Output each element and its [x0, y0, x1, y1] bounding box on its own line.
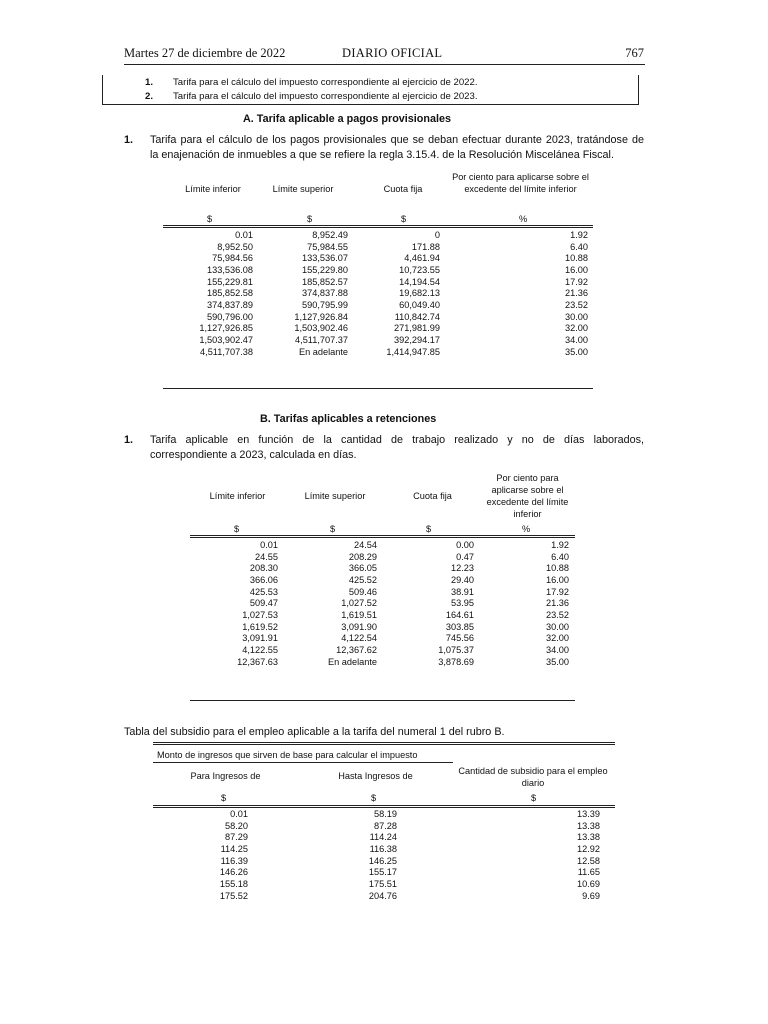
table-cell: 8,952.50: [217, 241, 253, 252]
table-cell: 425.53: [249, 586, 278, 597]
table-cell: 146.25: [368, 855, 397, 866]
column-header: Hasta Ingresos de: [338, 771, 413, 781]
table-cell: 3,091.90: [341, 621, 377, 632]
unit-symbol: $: [307, 214, 313, 224]
table-cell: 34.00: [565, 334, 588, 345]
table-cell: 204.76: [368, 890, 397, 901]
table-cell: 12,367.62: [336, 644, 377, 655]
column-header: Cantidad de subsidio para el empleo diario: [458, 766, 608, 788]
list-item-number: 2.: [145, 91, 154, 102]
table-cell: 1,503,902.47: [199, 334, 253, 345]
table-cell: 1.92: [551, 540, 569, 550]
table-cell: 185,852.57: [302, 276, 348, 287]
table-cell: 30.00: [565, 311, 588, 322]
unit-symbol: $: [426, 524, 432, 534]
table-rule: [163, 388, 593, 389]
table-cell: 509.46: [348, 586, 377, 597]
unit-symbol: $: [234, 524, 240, 534]
table-cell: 116.39: [220, 855, 248, 866]
table-cell: 366.05: [348, 563, 377, 574]
table-cell: 16.00: [546, 574, 569, 585]
table-cell: 38.91: [451, 586, 474, 597]
table-pagos-provisionales: [163, 170, 593, 392]
table-cell: 0.00: [456, 540, 474, 550]
table-cell: 133,536.08: [207, 264, 253, 275]
table-cell: 146.26: [219, 867, 248, 878]
table-cell: 4,122.55: [242, 644, 278, 655]
unit-symbol: $: [531, 793, 537, 803]
table-cell: 185,852.58: [207, 288, 253, 299]
table-cell: 114.25: [220, 843, 248, 854]
list-item-text: Tarifa para el cálculo del impuesto correspondiente al ejercicio de 2023.: [173, 91, 478, 102]
unit-symbol: $: [371, 793, 377, 803]
table-cell: 11.65: [577, 867, 600, 878]
table-cell: 34.00: [546, 644, 569, 655]
section-a-paragraph: [150, 133, 644, 163]
table-cell: 10,723.55: [399, 264, 440, 275]
table-cell: 175.52: [219, 890, 248, 901]
table-cell: 155.17: [368, 867, 397, 878]
table-cell: 208.29: [348, 551, 377, 562]
tariff-list-box: [102, 75, 639, 105]
table-cell: 24.54: [354, 540, 377, 550]
column-header: Límite inferior: [185, 184, 241, 194]
header-date: Martes 27 de diciembre de 2022: [124, 46, 286, 60]
table-cell: 32.00: [546, 633, 569, 644]
table-cell: 12,367.63: [237, 656, 278, 667]
table-cell: 75,984.56: [212, 253, 253, 264]
paragraph-line: la enajenación de inmuebles a que se refiere la regla 3.15.4. de la Resolución Miscelánea Fiscal.: [150, 149, 614, 161]
column-header: Límite inferior: [209, 491, 266, 501]
table-cell: 17.92: [565, 276, 588, 287]
table-cell: 114.24: [369, 832, 397, 843]
list-item-text: Tarifa para el cálculo del impuesto correspondiente al ejercicio de 2022.: [173, 77, 478, 88]
table-cell: 75,984.55: [307, 241, 348, 252]
table-cell: 155.18: [219, 878, 248, 889]
table-cell: 0: [434, 230, 440, 240]
table-cell: 745.56: [445, 633, 474, 644]
table-cell: 30.00: [546, 621, 569, 632]
header-rule: [124, 64, 645, 65]
section-b-paragraph: [150, 433, 644, 463]
table-cell: 9.69: [582, 890, 600, 901]
table-cell: 4,122.54: [341, 633, 377, 644]
table-cell: 23.52: [565, 299, 588, 310]
table-cell: 155,229.80: [302, 264, 348, 275]
list-item-number: 1.: [145, 77, 154, 88]
table-cell: 1.92: [570, 230, 588, 240]
table-cell: En adelante: [298, 346, 348, 357]
table-cell: 208.30: [249, 563, 278, 574]
table-cell: 10.69: [577, 878, 600, 889]
table-cell: 1,027.53: [242, 609, 278, 620]
table-cell: 4,461.94: [404, 253, 440, 264]
table-cell: 13.38: [577, 820, 600, 831]
unit-symbol: %: [519, 214, 528, 224]
group-header: Monto de ingresos que sirven de base para calcular el impuesto: [157, 750, 418, 760]
table-cell: 58.19: [374, 809, 397, 819]
table-cell: 1,127,926.85: [199, 323, 253, 334]
table-cell: 4,511,707.38: [200, 346, 253, 357]
table-cell: 271,981.99: [394, 323, 440, 334]
header-page-number: 767: [625, 46, 644, 60]
table-cell: 24.55: [255, 551, 278, 562]
column-header: Por ciento para aplicarse sobre el excedente del límite inferior: [452, 172, 589, 194]
table-cell: 87.28: [374, 820, 397, 831]
table-cell: 16.00: [565, 264, 588, 275]
table-cell: 21.36: [546, 598, 569, 609]
table-cell: 3,878.69: [438, 656, 474, 667]
table-cell: 366.06: [249, 574, 278, 585]
unit-symbol: $: [330, 524, 336, 534]
table-cell: 6.40: [551, 551, 569, 562]
table-cell: 374,837.89: [207, 299, 253, 310]
column-header: Por ciento para aplicarse sobre el excedente del límite inferior: [486, 473, 569, 519]
table-cell: 6.40: [570, 241, 588, 252]
table-cell: 14,194.54: [399, 276, 440, 287]
table-retenciones: [190, 470, 575, 704]
table-cell: 12.23: [451, 563, 474, 574]
table-cell: 1,414,947.85: [386, 346, 440, 357]
table-rule: [153, 742, 615, 745]
table-cell: 1,127,926.84: [294, 311, 348, 322]
paragraph-line: Tarifa aplicable en función de la cantidad de trabajo realizado y no de días laborados,: [150, 434, 644, 446]
header-publication: DIARIO OFICIAL: [342, 46, 443, 60]
table-cell: 425.52: [348, 574, 377, 585]
column-header: Cuota fija: [383, 184, 423, 194]
table-cell: 133,536.07: [302, 253, 348, 264]
column-header: Para Ingresos de: [190, 771, 261, 781]
table-cell: 32.00: [565, 323, 588, 334]
table-cell: 12.58: [577, 855, 600, 866]
table-cell: 1,027.52: [341, 598, 377, 609]
table-cell: 164.61: [445, 609, 474, 620]
table-cell: 155,229.81: [207, 276, 253, 287]
paragraph-line: Tarifa para el cálculo de los pagos provisionales que se deban efectuar durante 2023, tratándose de: [150, 134, 644, 146]
table-cell: 590,796.00: [207, 311, 253, 322]
table-cell: 58.20: [225, 820, 248, 831]
table-cell: 392,294.17: [394, 334, 440, 345]
table-cell: 21.36: [565, 288, 588, 299]
table-subsidio: [153, 742, 615, 932]
table-cell: 17.92: [546, 586, 569, 597]
table-cell: En adelante: [327, 656, 377, 667]
table-rule: [190, 535, 575, 538]
table-cell: 0.47: [456, 551, 474, 562]
table-rule: [153, 762, 453, 763]
subsidy-caption: Tabla del subsidio para el empleo aplicable a la tarifa del numeral 1 del rubro B.: [124, 726, 505, 738]
page-header: [124, 46, 644, 62]
table-cell: 116.38: [369, 843, 397, 854]
table-cell: 1,503,902.46: [294, 323, 348, 334]
table-cell: 60,049.40: [399, 299, 440, 310]
table-cell: 35.00: [546, 656, 569, 667]
paragraph-line: correspondiente a 2023, calculada en días.: [150, 449, 357, 461]
table-cell: 13.38: [577, 832, 600, 843]
table-cell: 303.85: [445, 621, 474, 632]
table-cell: 3,091.91: [242, 633, 278, 644]
table-cell: 35.00: [565, 346, 588, 357]
section-b-title: B. Tarifas aplicables a retenciones: [260, 413, 437, 425]
unit-symbol: $: [401, 214, 407, 224]
unit-symbol: $: [207, 214, 213, 224]
table-cell: 1,075.37: [438, 644, 474, 655]
table-cell: 1,619.52: [242, 621, 278, 632]
table-rule: [163, 225, 593, 228]
table-cell: 110,842.74: [394, 311, 440, 322]
table-cell: 53.95: [451, 598, 474, 609]
table-cell: 1,619.51: [341, 609, 377, 620]
section-a-item-number: 1.: [124, 134, 134, 146]
table-cell: 12.92: [577, 843, 600, 854]
table-cell: 19,682.13: [399, 288, 440, 299]
table-cell: 0.01: [260, 540, 278, 550]
table-cell: 10.88: [546, 563, 569, 574]
table-cell: 171.88: [411, 241, 440, 252]
table-cell: 4,511,707.37: [295, 334, 348, 345]
table-cell: 8,952.49: [312, 230, 348, 240]
table-cell: 13.39: [577, 809, 600, 819]
column-header: Límite superior: [304, 491, 366, 501]
table-cell: 175.51: [368, 878, 397, 889]
unit-symbol: %: [522, 524, 531, 534]
table-cell: 374,837.88: [302, 288, 348, 299]
table-cell: 23.52: [546, 609, 569, 620]
table-cell: 0.01: [235, 230, 253, 240]
table-rule: [190, 700, 575, 701]
table-cell: 509.47: [249, 598, 278, 609]
table-cell: 0.01: [230, 809, 248, 819]
table-cell: 87.29: [225, 832, 248, 843]
column-header: Límite superior: [272, 184, 334, 194]
unit-symbol: $: [221, 793, 227, 803]
table-cell: 29.40: [451, 574, 474, 585]
column-header: Cuota fija: [413, 491, 452, 501]
section-b-item-number: 1.: [124, 434, 134, 446]
table-cell: 590,795.99: [302, 299, 348, 310]
section-a-title: A. Tarifa aplicable a pagos provisionales: [243, 113, 452, 125]
table-cell: 10.88: [565, 253, 588, 264]
